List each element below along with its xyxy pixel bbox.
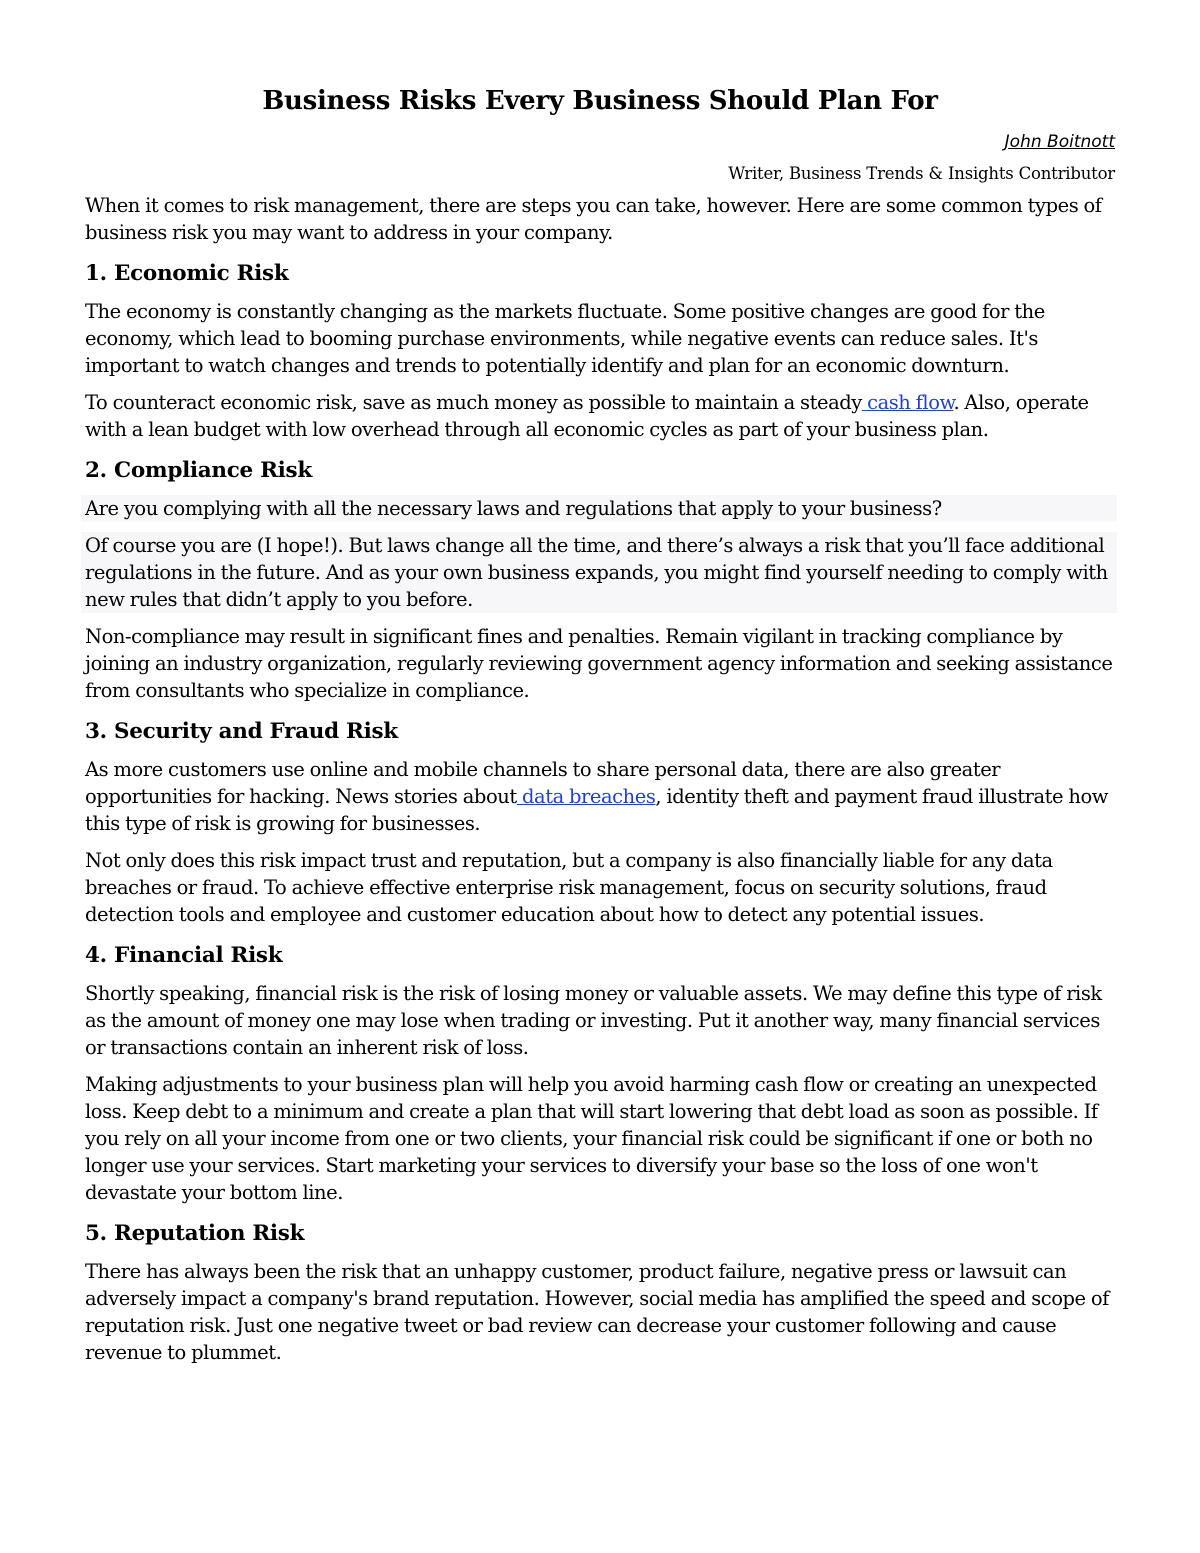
author-name[interactable]: John Boitnott (1004, 132, 1115, 152)
security-paragraph-1-text-a: As more customers use online and mobile channels to share personal data, there are also greater opportunities for hacking. News stories about (85, 758, 1001, 808)
economic-paragraph-2-text-a: To counteract economic risk, save as much money as possible to maintain a steady (85, 391, 862, 414)
security-paragraph-1-text-b: , identity theft and payment fraud illustrate how this type of risk is growing for businesses. (85, 785, 1109, 835)
financial-paragraph-1: Shortly speaking, financial risk is the risk of losing money or valuable assets. We may define this type of risk as the amount of money one may lose when trading or investing. Put it another way, many financial services or transactions contain an inherent risk of loss. (85, 982, 1102, 1059)
heading-reputation-risk: 5. Reputation Risk (85, 1221, 305, 1246)
compliance-paragraph-3: Non-compliance may result in significant fines and penalties. Remain vigilant in tracking compliance by joining an industry organization, regularly reviewing government agency information and seeking assistance from consultants who specialize in compliance. (85, 625, 1113, 702)
compliance-paragraph-2: Of course you are (I hope!). But laws change all the time, and there’s always a risk that you’ll face additional regulations in the future. And as your own business expands, you might find yourself needing to comply with new rules that didn’t apply to you before. (81, 532, 1117, 613)
heading-security-fraud-risk: 3. Security and Fraud Risk (85, 719, 398, 744)
economic-paragraph-1: The economy is constantly changing as the markets fluctuate. Some positive changes are good for the economy, which lead to booming purchase environments, while negative events can reduce sales. It's important to watch changes and trends to potentially identify and plan for an economic downturn. (85, 300, 1045, 377)
intro-paragraph: When it comes to risk management, there are steps you can take, however. Here are some common types of business risk you may want to address in your company. (85, 194, 1102, 244)
economic-paragraph-2-text-b: . Also, operate with a lean budget with low overhead through all economic cycles as part of your business plan. (85, 391, 1089, 441)
author-role: Writer, Business Trends & Insights Contributor (728, 164, 1115, 183)
financial-paragraph-2: Making adjustments to your business plan will help you avoid harming cash flow or creating an unexpected loss. Keep debt to a minimum and create a plan that will start lowering that debt load as soon as possible. If you rely on all your income from one or two clients, your financial risk could be significant if one or both no longer use your services. Start marketing your services to diversify your base so the loss of one won't devastate your bottom line. (85, 1073, 1098, 1204)
document-page (85, 82, 1115, 1376)
data-breaches-link[interactable]: data breaches (516, 785, 656, 808)
reputation-paragraph-1: There has always been the risk that an unhappy customer, product failure, negative press or lawsuit can adversely impact a company's brand reputation. However, social media has amplified the speed and scope of reputation risk. Just one negative tweet or bad review can decrease your customer following and cause revenue to plummet. (85, 1260, 1109, 1364)
heading-compliance-risk: 2. Compliance Risk (85, 458, 312, 483)
security-paragraph-2: Not only does this risk impact trust and reputation, but a company is also financially liable for any data breaches or fraud. To achieve effective enterprise risk management, focus on security solutions, fraud detection tools and employee and customer education about how to detect any potential issues. (85, 849, 1053, 926)
document-title: Business Risks Every Business Should Plan For (262, 86, 938, 116)
compliance-paragraph-1: Are you complying with all the necessary laws and regulations that apply to your business? (81, 495, 1117, 522)
security-paragraph-1 (85, 756, 1115, 837)
author-byline (85, 132, 1115, 152)
cash-flow-link[interactable]: cash flow (861, 391, 954, 414)
economic-paragraph-2 (85, 389, 1115, 443)
heading-financial-risk: 4. Financial Risk (85, 943, 283, 968)
heading-economic-risk: 1. Economic Risk (85, 261, 289, 286)
